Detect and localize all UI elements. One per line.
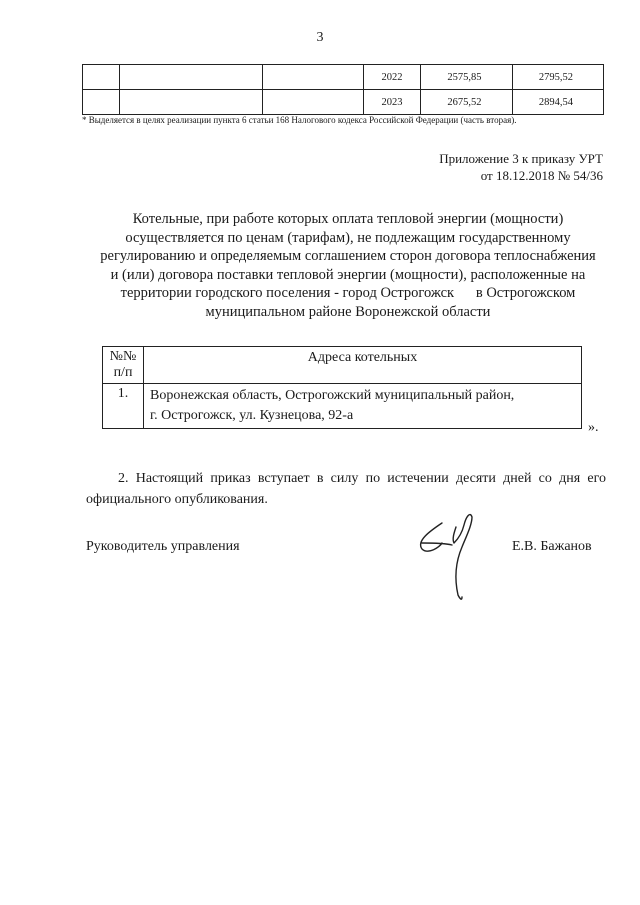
boiler-address-table — [102, 346, 582, 429]
appendix-line: Приложение 3 к приказу УРТ — [439, 151, 603, 166]
effective-date-paragraph: 2. Настоящий приказ вступает в силу по истечении десяти дней со дня его официального опубликования. — [86, 471, 606, 507]
number-column-header — [103, 347, 144, 384]
value-cell: 2675,52 — [421, 90, 513, 115]
heading-line: и (или) договора поставки тепловой энергии (мощности), расположенные на — [110, 266, 586, 283]
table-row — [103, 384, 582, 429]
number-header-label: №№ — [109, 349, 137, 364]
value-cell: 2795,52 — [512, 65, 604, 90]
signer-name: Е.В. Бажанов — [512, 539, 592, 554]
value-cell: 2894,54 — [512, 90, 604, 115]
table-cell-empty — [263, 90, 364, 115]
table-cell-empty — [120, 65, 263, 90]
appendix-date-line: от 18.12.2018 № 54/36 — [480, 168, 603, 183]
handwritten-signature — [408, 503, 508, 603]
heading-line: Котельные, при работе которых оплата тепловой энергии (мощности) — [132, 211, 564, 227]
value-cell: 2575,85 — [421, 65, 513, 90]
footnote: * Выделяется в целях реализации пункта 6 статьи 168 Налогового кодекса Российской Федерации (часть вторая). — [82, 115, 517, 125]
table-row — [83, 65, 604, 90]
heading-line: регулированию и определяемым соглашением сторон договора теплоснабжения — [100, 248, 596, 264]
heading-line: территории городского поселения - город Острогожск в Острогожском — [120, 285, 576, 301]
signer-title: Руководитель управления — [86, 539, 240, 554]
section-heading — [78, 210, 618, 321]
address-line: г. Острогожск, ул. Кузнецова, 92-а — [150, 408, 354, 423]
address-cell — [144, 384, 582, 429]
year-cell: 2022 — [364, 65, 421, 90]
table-header-row — [103, 347, 582, 384]
page-number: 3 — [316, 30, 324, 45]
heading-line: муниципальном районе Воронежской области — [205, 303, 491, 320]
tariff-table-continuation — [82, 64, 604, 115]
address-line: Воронежская область, Острогожский муниципальный район, — [150, 388, 515, 403]
address-column-header: Адреса котельных — [144, 347, 582, 384]
table-cell-empty — [263, 65, 364, 90]
closing-quote: ». — [588, 420, 599, 435]
table-cell-empty — [83, 65, 120, 90]
table-row — [83, 90, 604, 115]
year-cell: 2023 — [364, 90, 421, 115]
appendix-reference — [439, 150, 603, 184]
row-number: 1. — [103, 384, 144, 429]
heading-line: осуществляется по ценам (тарифам), не подлежащим государственному — [125, 229, 571, 246]
table-cell-empty — [120, 90, 263, 115]
number-header-sublabel: п/п — [113, 365, 133, 380]
table-cell-empty — [83, 90, 120, 115]
